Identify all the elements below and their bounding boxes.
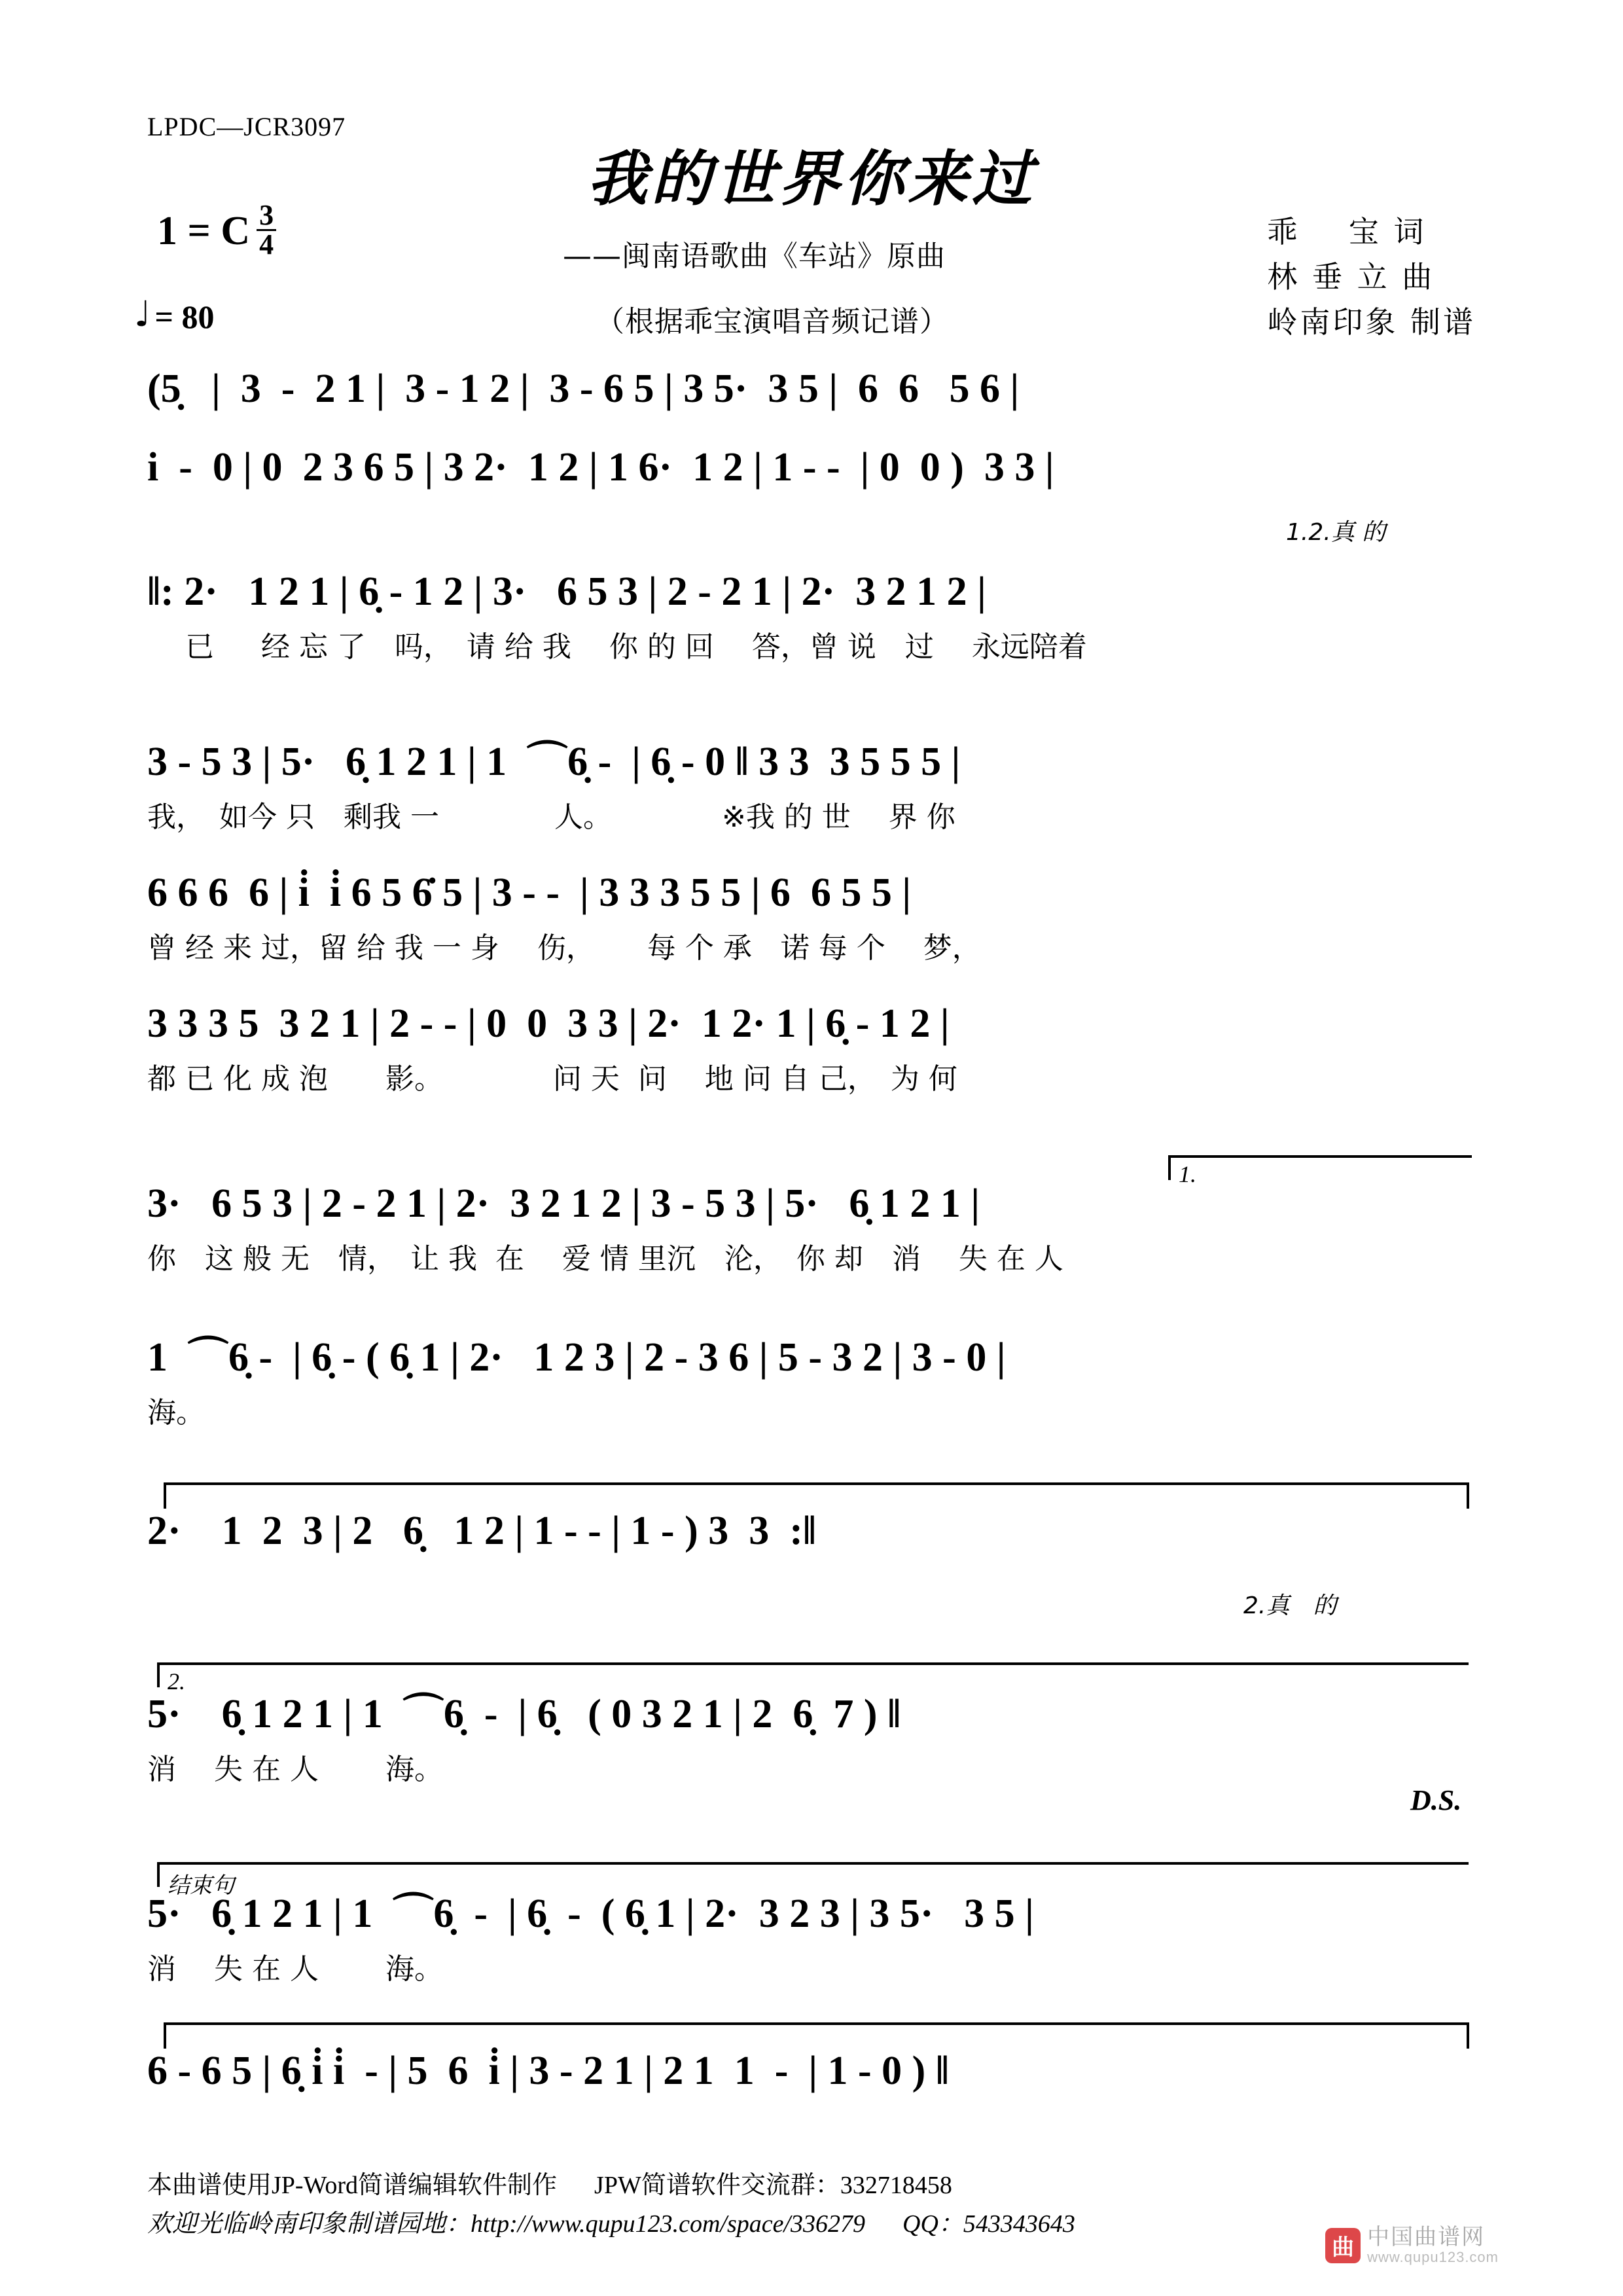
lyrics-row: 都 已 化 成 泡 影。 问 天 问 地 问 自 己， 为 何 <box>147 1062 957 1096</box>
time-signature-denominator: 4 <box>259 228 274 260</box>
bracket-tick-left-2 <box>164 2022 166 2049</box>
second-ending-label: 2. <box>168 1668 185 1695</box>
notation-row: 5· 6̣ 1 2 1 | 1 ⌒6̣ - | 6̣ - ( 6̣ 1 | 2· 3 2 3 | 3 5· 3 5 | <box>147 1892 1034 1936</box>
subtitle-origin: ——闽南语歌曲《车站》原曲 <box>563 240 946 273</box>
system-verse-4 <box>147 1001 1476 1097</box>
notation-row: 3 3 3 5 3 2 1 | 2 - - | 0 0 3 3 | 2· 1 2· 1 | 6̣ - 1 2 | <box>147 1001 950 1046</box>
notation-row: (5̣ | 3 - 2 1 | 3 - 1 2 | 3 - 6 5 | 3 5· 3 5 | 6 6 5 6 | <box>147 367 1020 411</box>
cue-text-1: 1.2.真 的 <box>1286 519 1386 546</box>
notation-row: 2· 1 2 3 | 2 6̣ 1 2 | 1 - - | 1 - ) 3 3 :‖ <box>147 1509 816 1553</box>
lyrics-row: 曾 经 来 过，留 给 我 一 身 伤， 每 个 承 诺 每 个 梦， <box>147 931 981 965</box>
system-intro-2 <box>147 445 1476 490</box>
footer-line-contact: 欢迎光临岭南印象制谱园地：http://www.qupu123.com/space/336279 QQ：543343643 <box>147 2210 1075 2238</box>
system-verse-1 <box>147 569 1476 665</box>
catalog-number: LPDC—JCR3097 <box>147 112 346 141</box>
system-verse-7 <box>147 1509 1476 1553</box>
time-signature <box>257 199 276 260</box>
ds-marking: D.S. <box>1410 1784 1462 1816</box>
credit-composer: 林 垂 立 曲 <box>1267 259 1435 295</box>
lyrics-row: 消 失 在 人 海。 <box>147 1753 443 1787</box>
notation-row: i - 0 | 0 2 3 6 5 | 3 2· 1 2 | 1 6· 1 2 | 1 - - | 0 0 ) 3 3 | <box>147 445 1054 490</box>
credit-arranger: 岭南印象 制谱 <box>1267 304 1476 340</box>
lyrics-row: 消 失 在 人 海。 <box>147 1952 443 1986</box>
notation-row: ‖: 2· 1 2 1 | 6̣ - 1 2 | 3· 6 5 3 | 2 - 2 1 | 2· 3 2 1 2 | <box>147 569 986 614</box>
coda-label: 结束句 <box>168 1874 234 1898</box>
lyrics-row: 我， 如今 只 剩我 一 人。 ※我 的 世 界 你 <box>147 800 955 834</box>
site-watermark <box>1325 2226 1499 2265</box>
system-ending-2 <box>147 1692 1476 1787</box>
lyrics-row: 你 这 般 无 情， 让 我 在 爱 情 里沉 沦， 你 却 消 失 在 人 <box>147 1242 1063 1276</box>
watermark-site-name: 中国曲谱网 <box>1367 2224 1486 2251</box>
bracket-tick-right-2 <box>1467 2022 1469 2049</box>
notation-row: 3 - 5 3 | 5· 6̣ 1 2 1 | 1 ⌒6̣ - | 6̣ - 0 ‖ 3 3 3 5 5 5 | <box>147 740 961 784</box>
notation-row: 5· 6̣ 1 2 1 | 1 ⌒6̣ - | 6̣ ( 0 3 2 1 | 2 6̣ 7 ) ‖ <box>147 1692 901 1736</box>
watermark-text <box>1367 2226 1499 2265</box>
first-ending-label: 1. <box>1179 1161 1196 1187</box>
bracket-tick-left <box>164 1482 166 1509</box>
tempo-value: = 80 <box>154 298 215 335</box>
footer-line-software: 本曲谱使用JP-Word简谱编辑软件制作 JPW简谱软件交流群：332718458 <box>147 2172 952 2199</box>
credits-block <box>1267 209 1476 345</box>
system-verse-5 <box>147 1181 1476 1277</box>
bracket-line-coda-2 <box>164 2022 1469 2025</box>
system-intro-1 <box>147 367 1476 411</box>
bracket-tick-right <box>1467 1482 1469 1509</box>
cue-text-2: 2.真 的 <box>1243 1592 1337 1619</box>
time-signature-numerator: 3 <box>257 202 276 231</box>
notation-row: 6 - 6 5 | 6̣ i̇ i̇ - | 5 6 i̇ | 3 - 2 1 | 2 1 1 - | 1 - 0 ) ‖ <box>147 2049 949 2093</box>
second-ending-bracket <box>157 1662 1469 1695</box>
coda-bracket <box>157 1862 1469 1898</box>
credit-lyricist: 乖 宝 词 <box>1267 214 1427 249</box>
key-label: 1 = C <box>157 208 251 253</box>
tempo-marking <box>134 293 215 336</box>
watermark-site-url: www.qupu123.com <box>1367 2248 1499 2265</box>
notation-row: 1 ⌒6̣ - | 6̣ - ( 6̣ 1 | 2· 1 2 3 | 2 - 3 6 | 5 - 3 2 | 3 - 0 | <box>147 1335 1006 1380</box>
first-ending-bracket <box>1168 1155 1472 1187</box>
lyrics-row: 已 经 忘 了 吗， 请 给 我 你 的 回 答，曾 说 过 永远陪着 <box>147 630 1087 664</box>
system-verse-2 <box>147 740 1476 835</box>
notation-row: 3· 6 5 3 | 2 - 2 1 | 2· 3 2 1 2 | 3 - 5 3 | 5· 6̣ 1 2 1 | <box>147 1181 980 1226</box>
lyrics-row: 海。 <box>147 1396 205 1430</box>
system-coda-2 <box>147 2049 1476 2093</box>
page-title: 我的世界你来过 <box>586 144 1036 214</box>
notation-row: 6 6 6 6 | i̇ i̇ 6 5 6̇ 5 | 3 - - | 3 3 3 5 5 | 6 6 5 5 | <box>147 870 912 915</box>
key-signature <box>157 199 276 260</box>
quarter-note-icon: ♩ <box>134 293 151 334</box>
system-verse-6 <box>147 1335 1476 1431</box>
system-verse-3 <box>147 870 1476 966</box>
system-coda-1 <box>147 1892 1476 1987</box>
bracket-line-repeat <box>164 1482 1469 1485</box>
watermark-logo-icon: 曲 <box>1325 2228 1361 2263</box>
subtitle-source: （根据乖宝演唱音频记谱） <box>596 305 949 338</box>
footer-block <box>147 2166 1075 2244</box>
